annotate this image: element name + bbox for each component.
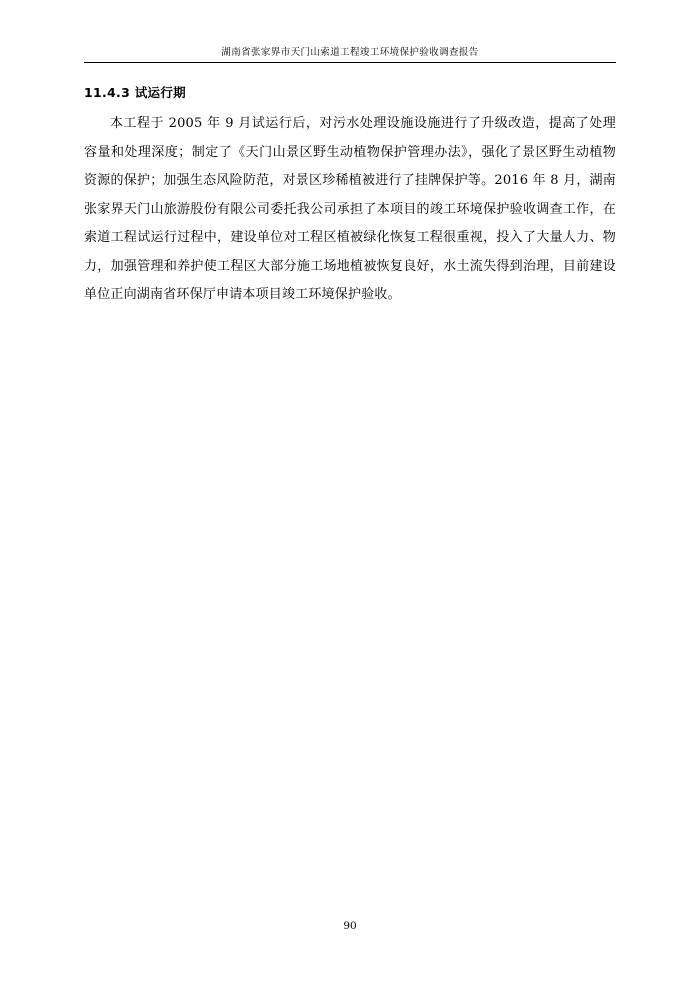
body-paragraph: 本工程于 2005 年 9 月试运行后，对污水处理设施设施进行了升级改造，提高了处理容量和处理深度；制定了《天门山景区野生动植物保护管理办法》，强化了景区野生动植物资源的保护；加强生态风险防范，对景区珍稀植被进行了挂牌保护等。2016 年 8 月，湖南张家界天门山旅游股份有限公司委托我公司承担了本项目的竣工环境保护验收调查工作，在索道工程试运行过程中，建设单位对工程区植被绿化恢复工程很重视，投入了大量人力、物力，加强管理和养护使工程区大部分施工场地植被恢复良好，水土流失得到治理，目前建设单位正向湖南省环保厅申请本项目竣工环境保护验收。	[84, 116, 616, 302]
page-number: 90	[343, 920, 357, 932]
page-content	[84, 82, 616, 310]
header-divider	[84, 62, 616, 63]
page-header: 湖南省张家界市天门山索道工程竣工环境保护验收调查报告	[221, 47, 479, 58]
section-heading: 11.4.3 试运行期	[84, 85, 186, 100]
